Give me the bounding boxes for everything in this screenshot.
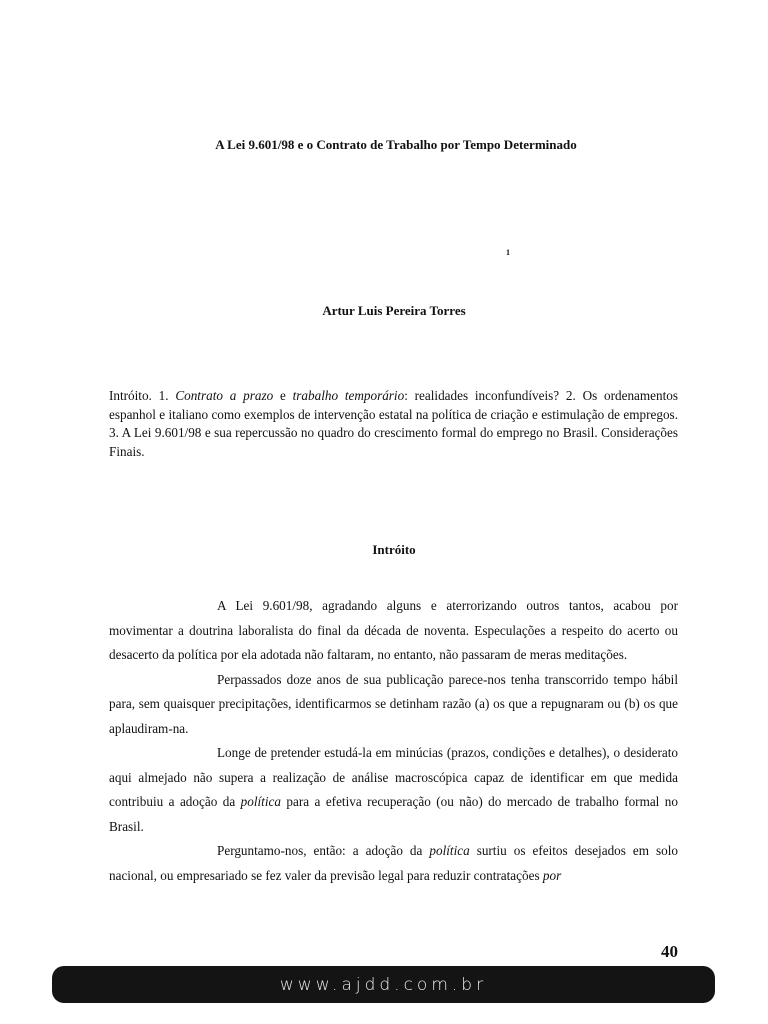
page-number: 40	[661, 942, 678, 961]
section-heading: Intróito	[372, 542, 416, 557]
footnote-marker: 1	[506, 248, 510, 257]
footer-url[interactable]: www.ajdd.com.br	[279, 974, 488, 995]
italic-term: política	[429, 843, 470, 858]
summary-text: : realidades inconfundíveis? 2. Os ordenamentos espanhol e italiano como exemplos de intervenção estatal na política de criação e estimulação de empregos. 3. A Lei 9.601/98 e sua repercussão no quadro do crescimento formal do emprego no Brasil. Considerações Finais.	[109, 388, 678, 460]
paragraph	[109, 839, 678, 888]
page-title: A Lei 9.601/98 e o Contrato de Trabalho por Tempo Determinado	[215, 137, 577, 152]
footer-band	[52, 966, 715, 1003]
paragraph	[109, 741, 678, 839]
summary-italic-term: trabalho temporário	[292, 388, 405, 403]
summary-text: Intróito. 1.	[109, 388, 176, 403]
paragraph-text: para a efetiva recuperação (ou não) do mercado de trabalho formal no Brasil.	[109, 794, 678, 834]
summary-text: e	[273, 388, 293, 403]
paragraph-text: Perguntamo-nos, então: a adoção da	[217, 843, 430, 858]
paragraph-text: surtiu os efeitos desejados em solo nacional, ou empresariado se fez valer da previsão legal para reduzir contratações	[109, 843, 678, 883]
italic-term: por	[542, 867, 562, 883]
paragraph: Perpassados doze anos de sua publicação parece-nos tenha transcorrido tempo hábil para, sem quaisquer precipitações, identificarmos se detinham razão (a) os que a repugnaram ou (b) os que aplaudiram-na.	[109, 671, 678, 736]
summary-italic-term: Contrato a prazo	[175, 388, 274, 403]
body-text	[109, 594, 678, 888]
paragraph-text: Longe de pretender estudá-la em minúcias (prazos, condições e detalhes), o desiderato aqui almejado não supera a realização de análise macroscópica capaz de identificar em que medida contribuiu a adoção da	[109, 745, 678, 809]
italic-term: política	[240, 794, 281, 809]
paragraph: A Lei 9.601/98, agradando alguns e aterrorizando outros tantos, acabou por movimentar a doutrina laboralista do final da década de noventa. Especulações a respeito do acerto ou desacerto da política por ela adotada não faltaram, no entanto, não passaram de meras meditações.	[109, 598, 678, 662]
author-name: Artur Luis Pereira Torres	[322, 303, 466, 318]
summary	[109, 387, 678, 462]
